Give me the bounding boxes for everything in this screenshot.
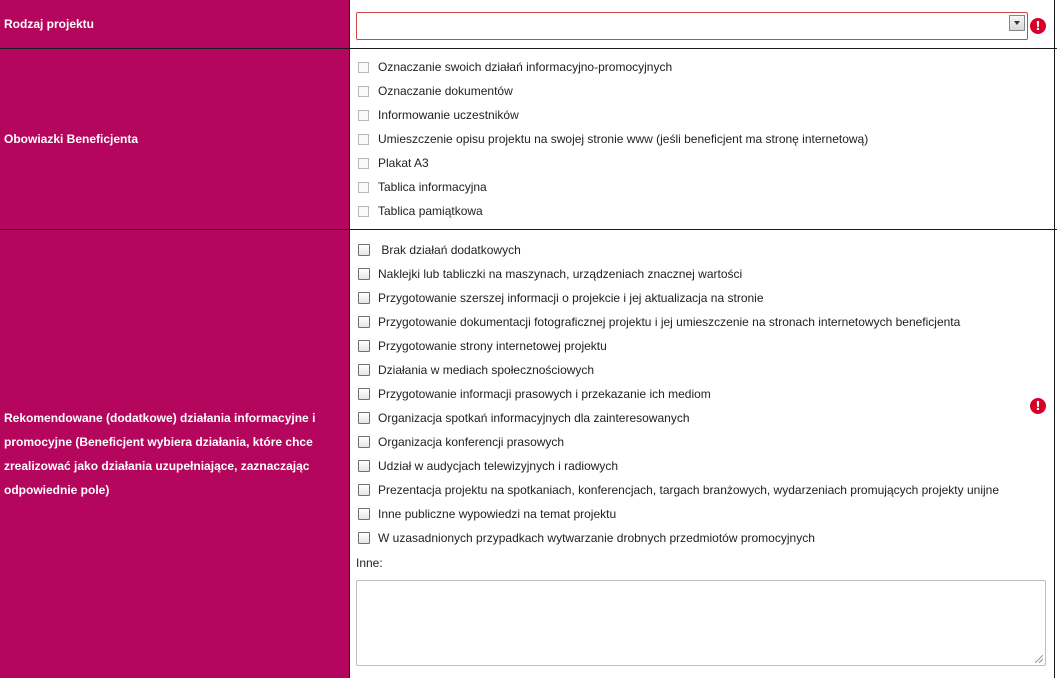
obligations-option[interactable]: [358, 154, 429, 172]
resize-grip-icon[interactable]: [1035, 655, 1043, 663]
checkbox[interactable]: [358, 340, 370, 352]
recommended-option[interactable]: [358, 385, 711, 403]
checkbox[interactable]: [358, 62, 369, 73]
recommended-option[interactable]: [358, 241, 521, 259]
checkbox[interactable]: [358, 508, 370, 520]
checkbox[interactable]: [358, 110, 369, 121]
option-label: Inne publiczne wypowiedzi na temat projektu: [378, 507, 617, 521]
label-recommended: [0, 230, 349, 678]
option-label: Tablica pamiątkowa: [378, 204, 483, 218]
label-project-type-text: Rodzaj projektu: [4, 17, 95, 31]
recommended-option[interactable]: [358, 505, 616, 523]
option-label: Oznaczanie dokumentów: [378, 84, 513, 98]
recommended-option[interactable]: [358, 529, 815, 547]
checkbox[interactable]: [358, 134, 369, 145]
exclamation-circle-icon: !: [1030, 18, 1046, 34]
label-recommended-text: Rekomendowane (dodatkowe) działania informacyjne i promocyjne (Beneficjent wybiera działania, które chce zrealizować jako działania uzupełniające, zaznaczając odpowiednie pole): [4, 411, 316, 497]
checkbox[interactable]: [358, 292, 370, 304]
option-label: Przygotowanie strony internetowej projektu: [378, 339, 607, 353]
row-divider-1: [0, 48, 1057, 49]
checkbox[interactable]: [358, 244, 370, 256]
option-label: Przygotowanie dokumentacji fotograficznej projektu i jej umieszczenie na stronach internetowych beneficjenta: [378, 315, 961, 329]
other-textarea[interactable]: [356, 580, 1046, 666]
option-label: Przygotowanie szerszej informacji o projekcie i jej aktualizacja na stronie: [378, 291, 764, 305]
option-label: W uzasadnionych przypadkach wytwarzanie drobnych przedmiotów promocyjnych: [378, 531, 815, 545]
option-label: Udział w audycjach telewizyjnych i radiowych: [378, 459, 619, 473]
row-divider-2: [0, 229, 1057, 230]
recommended-option[interactable]: [358, 481, 999, 499]
option-label: Działania w mediach społecznościowych: [378, 363, 595, 377]
checkbox[interactable]: [358, 484, 370, 496]
checkbox[interactable]: [358, 460, 370, 472]
checkbox[interactable]: [358, 86, 369, 97]
recommended-option[interactable]: [358, 409, 690, 427]
obligations-option[interactable]: [358, 82, 513, 100]
checkbox[interactable]: [358, 412, 370, 424]
option-label: Prezentacja projektu na spotkaniach, konferencjach, targach branżowych, wydarzeniach promujących projekty unijne: [378, 483, 1000, 497]
option-label: Oznaczanie swoich działań informacyjno-promocyjnych: [378, 60, 673, 74]
option-label: Brak działań dodatkowych: [378, 243, 521, 257]
checkbox[interactable]: [358, 182, 369, 193]
column-divider: [349, 0, 350, 678]
recommended-option[interactable]: [358, 313, 960, 331]
option-label: Naklejki lub tabliczki na maszynach, urządzeniach znacznej wartości: [378, 267, 743, 281]
exclamation-circle-icon: !: [1030, 398, 1046, 414]
recommended-option[interactable]: [358, 289, 764, 307]
obligations-option[interactable]: [358, 178, 487, 196]
obligations-option[interactable]: [358, 58, 672, 76]
recommended-option[interactable]: [358, 361, 594, 379]
label-obligations-text: Obowiazki Beneficjenta: [4, 132, 139, 146]
checkbox[interactable]: [358, 436, 370, 448]
checkbox[interactable]: [358, 532, 370, 544]
obligations-option[interactable]: [358, 202, 483, 220]
checkbox[interactable]: [358, 364, 370, 376]
option-label: Organizacja konferencji prasowych: [378, 435, 565, 449]
label-obligations: [0, 49, 349, 229]
label-project-type: [0, 0, 349, 48]
checkbox[interactable]: [358, 388, 370, 400]
recommended-option[interactable]: [358, 337, 607, 355]
checkbox[interactable]: [358, 158, 369, 169]
recommended-option[interactable]: [358, 265, 742, 283]
option-label: Plakat A3: [378, 156, 429, 170]
option-label: Umieszczenie opisu projektu na swojej stronie www (jeśli beneficjent ma stronę internetową): [378, 132, 869, 146]
checkbox[interactable]: [358, 206, 369, 217]
option-label: Przygotowanie informacji prasowych i przekazanie ich mediom: [378, 387, 711, 401]
chevron-down-icon[interactable]: [1009, 15, 1025, 31]
recommended-option[interactable]: [358, 457, 618, 475]
option-label: Organizacja spotkań informacyjnych dla zainteresowanych: [378, 411, 690, 425]
other-label: Inne:: [356, 556, 383, 570]
project-type-select[interactable]: [356, 12, 1028, 40]
option-label: Informowanie uczestników: [378, 108, 519, 122]
obligations-option[interactable]: [358, 106, 519, 124]
option-label: Tablica informacyjna: [378, 180, 487, 194]
obligations-option[interactable]: [358, 130, 868, 148]
checkbox[interactable]: [358, 316, 370, 328]
recommended-option[interactable]: [358, 433, 564, 451]
checkbox[interactable]: [358, 268, 370, 280]
